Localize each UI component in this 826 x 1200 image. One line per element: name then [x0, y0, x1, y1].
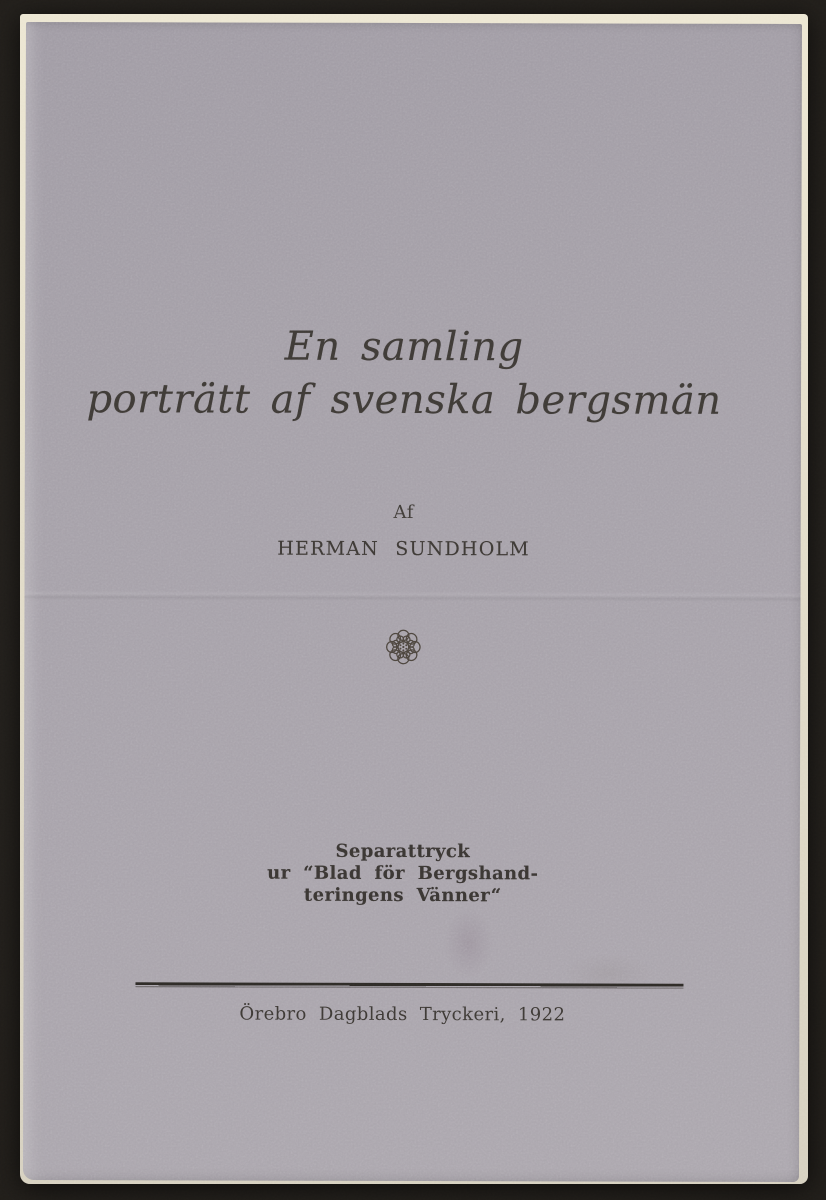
publisher-imprint: Örebro Dagblads Tryckeri, 1922 — [239, 1003, 566, 1026]
imprint-layer — [23, 22, 784, 1182]
author-name: HERMAN SUNDHOLM — [277, 537, 530, 561]
separattryck-line-3: teringens Vänner“ — [303, 884, 502, 907]
title-line-2: porträtt af svenska bergsmän — [86, 376, 722, 424]
separattryck-line-2: ur “Blad för Bergshand- — [267, 862, 539, 885]
booklet-cover-page — [23, 22, 802, 1182]
separattryck-line-1: Separattryck — [335, 840, 471, 863]
byline-af: Af — [393, 501, 414, 524]
title-line-1: En samling — [284, 323, 524, 371]
